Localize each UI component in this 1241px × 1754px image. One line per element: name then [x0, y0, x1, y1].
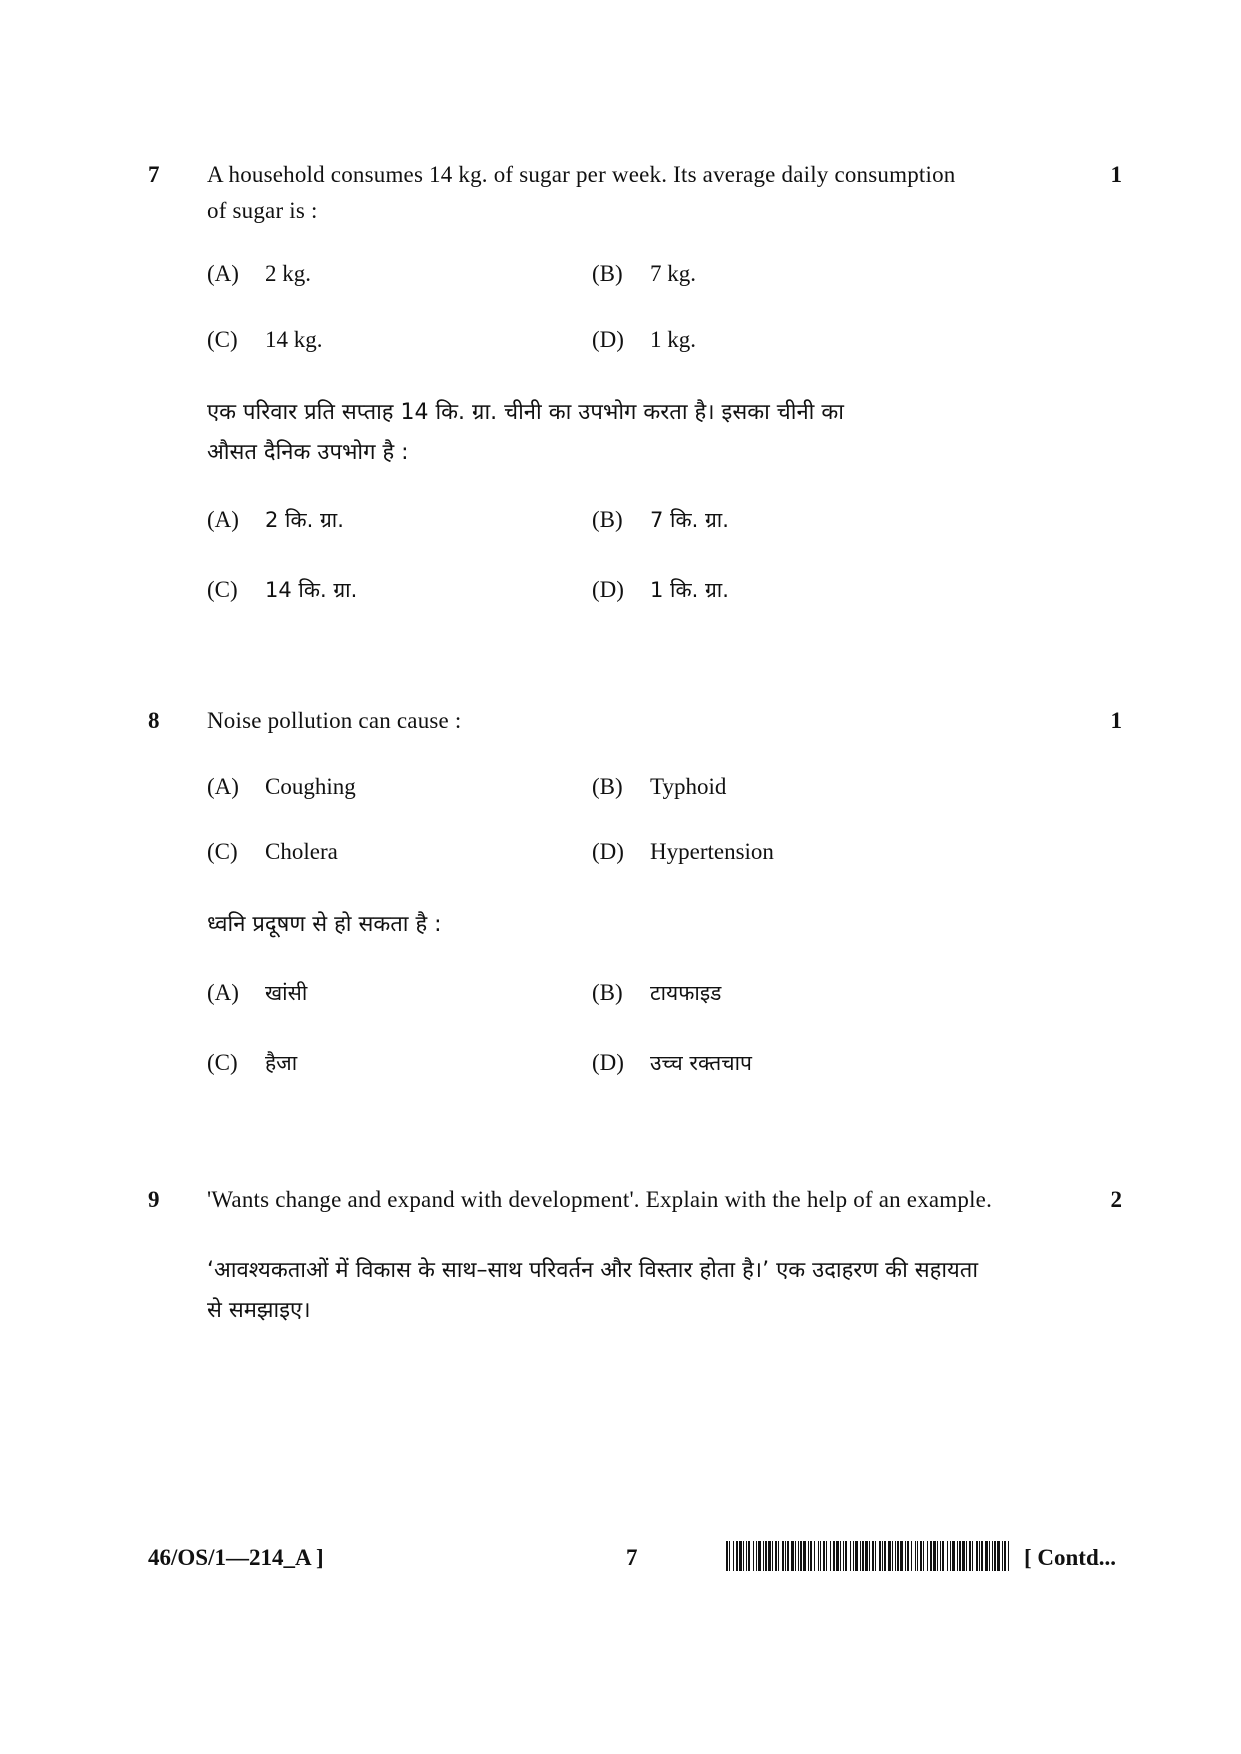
option-c-hi: (C) हैजा — [207, 1050, 298, 1075]
continued-label: [ Contd... — [1024, 1545, 1117, 1570]
barcode-bar — [875, 1541, 876, 1571]
question-marks: 1 — [1110, 162, 1122, 187]
option-b-hi: (B) टायफाइड — [592, 980, 722, 1005]
barcode-bar — [855, 1541, 858, 1571]
barcode-bar — [733, 1541, 734, 1571]
barcode-bar — [818, 1541, 819, 1571]
barcode-bar — [937, 1541, 938, 1571]
barcode-bar — [787, 1541, 789, 1571]
barcode-bar — [746, 1541, 747, 1571]
barcode-bar — [905, 1541, 906, 1571]
option-a-hi: (A) 2 कि. ग्रा. — [207, 507, 344, 532]
question-text-en: Noise pollution can cause : — [207, 708, 462, 733]
barcode-bar — [976, 1541, 978, 1571]
barcode-bar — [814, 1541, 815, 1571]
option-a-en: (A) 2 kg. — [207, 261, 311, 286]
paper-code: 46/OS/1—214_A ] — [148, 1545, 324, 1570]
question-text-en: A household consumes 14 kg. of sugar per week. Its average daily consumption — [207, 162, 956, 187]
option-b-en: (B) Typhoid — [592, 774, 727, 799]
barcode-bar — [950, 1541, 951, 1571]
question-text-en: 'Wants change and expand with development'. Explain with the help of an example. — [207, 1187, 993, 1212]
barcode-bar — [743, 1541, 744, 1571]
barcode-bar — [810, 1541, 812, 1571]
barcode-bar — [843, 1541, 844, 1571]
barcode-bar — [927, 1541, 928, 1571]
barcode-bar — [972, 1541, 973, 1571]
question-marks: 1 — [1110, 708, 1122, 733]
barcode-bar — [1004, 1541, 1006, 1571]
barcode-bar — [833, 1541, 835, 1571]
question-text-hi: ‘आवश्यकताओं में विकास के साथ–साथ परिवर्तन और विस्तार होता है।’ एक उदाहरण की सहायता — [207, 1258, 979, 1283]
barcode-bar — [923, 1541, 924, 1571]
question-text-hi-cont: औसत दैनिक उपभोग है : — [207, 440, 409, 465]
barcode-bar — [957, 1541, 958, 1571]
barcode-bar — [756, 1541, 757, 1571]
barcode-bar — [897, 1541, 899, 1571]
barcode-bar — [865, 1541, 868, 1571]
option-d-hi: (D) उच्च रक्तचाप — [592, 1050, 752, 1075]
barcode-bar — [775, 1541, 777, 1571]
option-c-en: (C) 14 kg. — [207, 327, 323, 352]
barcode-bar — [959, 1541, 961, 1571]
barcode-bar — [765, 1541, 767, 1571]
barcode-bar — [860, 1541, 861, 1571]
barcode-bar — [869, 1541, 870, 1571]
option-d-en: (D) Hypertension — [592, 839, 774, 864]
question-number: 7 — [148, 162, 160, 187]
barcode-bar — [962, 1541, 965, 1571]
question-text-en-cont: of sugar is : — [207, 198, 318, 223]
barcode-bar — [726, 1541, 728, 1571]
barcode-bar — [748, 1541, 750, 1571]
barcode-bar — [989, 1541, 990, 1571]
option-c-en: (C) Cholera — [207, 839, 338, 864]
barcode-bar — [758, 1541, 761, 1571]
barcode-bar — [845, 1541, 847, 1571]
barcode-bar — [753, 1541, 754, 1571]
question-text-hi-cont: से समझाइए। — [207, 1298, 311, 1323]
barcode-bar — [947, 1541, 948, 1571]
barcode-bar — [736, 1541, 738, 1571]
page-number: 7 — [626, 1545, 638, 1570]
barcode-bar — [930, 1541, 932, 1571]
barcode-bar — [850, 1541, 851, 1571]
barcode-bar — [882, 1541, 883, 1571]
barcode-bar — [836, 1541, 839, 1571]
option-b-hi: (B) 7 कि. ग्रा. — [592, 507, 729, 532]
barcode-bar — [785, 1541, 786, 1571]
question-text-hi: ध्वनि प्रदूषण से हो सकता है : — [207, 912, 442, 937]
barcode-bar — [879, 1541, 881, 1571]
barcode-bar — [778, 1541, 779, 1571]
barcode-bar — [862, 1541, 864, 1571]
barcode-bar — [772, 1541, 773, 1571]
barcode-bar — [768, 1541, 771, 1571]
barcode-bar — [826, 1541, 827, 1571]
barcode-bar — [763, 1541, 764, 1571]
barcode-bar — [942, 1541, 944, 1571]
barcode-bar — [952, 1541, 955, 1571]
barcode-bar — [872, 1541, 874, 1571]
option-a-en: (A) Coughing — [207, 774, 356, 799]
barcode-bar — [969, 1541, 971, 1571]
barcode — [726, 1541, 1012, 1571]
barcode-bar — [853, 1541, 854, 1571]
option-d-hi: (D) 1 कि. ग्रा. — [592, 577, 729, 602]
barcode-bar — [992, 1541, 993, 1571]
option-c-hi: (C) 14 कि. ग्रा. — [207, 577, 358, 602]
barcode-bar — [830, 1541, 831, 1571]
barcode-bar — [979, 1541, 980, 1571]
barcode-bar — [911, 1541, 912, 1571]
barcode-bar — [966, 1541, 967, 1571]
barcode-bar — [933, 1541, 936, 1571]
barcode-bar — [892, 1541, 893, 1571]
barcode-bar — [782, 1541, 784, 1571]
barcode-bar — [791, 1541, 794, 1571]
barcode-bar — [981, 1541, 983, 1571]
barcode-bar — [900, 1541, 903, 1571]
barcode-bar — [884, 1541, 886, 1571]
barcode-bar — [820, 1541, 821, 1571]
barcode-bar — [895, 1541, 896, 1571]
option-b-en: (B) 7 kg. — [592, 261, 696, 286]
barcode-bar — [1002, 1541, 1003, 1571]
barcode-bar — [1008, 1541, 1009, 1571]
barcode-bar — [823, 1541, 825, 1571]
barcode-bar — [940, 1541, 941, 1571]
barcode-bar — [795, 1541, 796, 1571]
barcode-bar — [803, 1541, 806, 1571]
barcode-bar — [840, 1541, 841, 1571]
question-number: 8 — [148, 708, 160, 733]
barcode-bar — [994, 1541, 996, 1571]
barcode-bar — [997, 1541, 1000, 1571]
barcode-bar — [888, 1541, 891, 1571]
barcode-bar — [729, 1541, 730, 1571]
barcode-bar — [739, 1541, 742, 1571]
barcode-bar — [808, 1541, 809, 1571]
barcode-bar — [798, 1541, 799, 1571]
question-marks: 2 — [1110, 1187, 1122, 1212]
barcode-bar — [907, 1541, 909, 1571]
barcode-bar — [920, 1541, 922, 1571]
question-number: 9 — [148, 1187, 160, 1212]
option-d-en: (D) 1 kg. — [592, 327, 696, 352]
barcode-bar — [915, 1541, 916, 1571]
question-text-hi: एक परिवार प्रति सप्ताह 14 कि. ग्रा. चीनी का उपभोग करता है। इसका चीनी का — [207, 400, 844, 425]
barcode-bar — [917, 1541, 918, 1571]
barcode-bar — [985, 1541, 988, 1571]
option-a-hi: (A) खांसी — [207, 980, 308, 1005]
barcode-bar — [800, 1541, 802, 1571]
